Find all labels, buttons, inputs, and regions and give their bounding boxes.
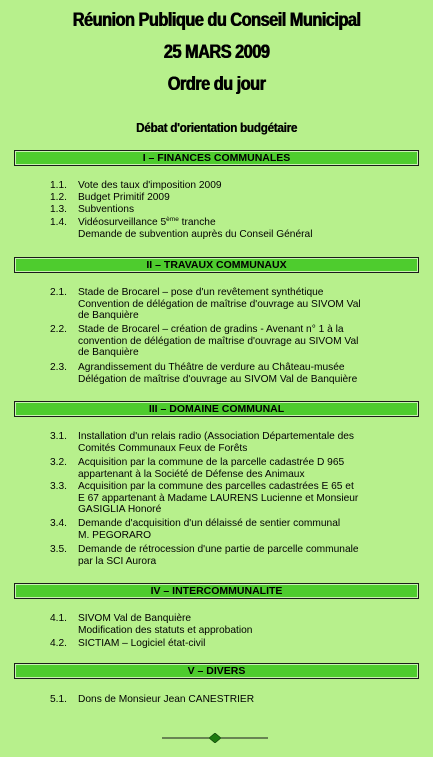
item-number: 3.3. <box>50 481 67 492</box>
item-text: Budget Primitif 2009 <box>78 192 170 203</box>
item-number: 1.1. <box>50 180 67 191</box>
item-text: Stade de Brocarel – pose d'un revêtement synthétique Convention de délégation de maîtrise d'ouvrage au SIVOM Val de Banquière <box>78 287 361 322</box>
item-number: 2.3. <box>50 362 67 373</box>
item-text: Vidéosurveillance 5ème tranche Demande de subvention auprès du Conseil Général <box>78 216 313 240</box>
section-header-finances: I – FINANCES COMMUNALES <box>14 150 419 166</box>
item-text: Agrandissement du Théâtre de verdure au Château-musée Délégation de maîtrise d'ouvrage au SIVOM Val de Banquière <box>78 362 358 385</box>
item-number: 1.4. <box>50 217 67 228</box>
item-text: Subventions <box>78 204 135 215</box>
section-header-travaux: II – TRAVAUX COMMUNAUX <box>14 257 419 273</box>
item-text: Installation d'un relais radio (Association Départementale des Comités Communaux Feux de Forêts <box>78 431 355 454</box>
diamond-ornament-icon <box>160 733 270 743</box>
item-number: 2.2. <box>50 324 67 335</box>
item-number: 4.2. <box>50 638 67 649</box>
item-number: 1.3. <box>50 204 67 215</box>
item-text: Demande d'acquisition d'un délaissé de sentier communal M. PEGORARO <box>78 518 341 541</box>
item-number: 3.2. <box>50 457 67 468</box>
item-number: 3.4. <box>50 518 67 529</box>
item-number: 3.1. <box>50 431 67 442</box>
page-title-line1: Réunion Publique du Conseil Municipal <box>72 10 361 31</box>
item-text: SICTIAM – Logiciel état-civil <box>78 638 206 649</box>
item-number: 4.1. <box>50 613 67 624</box>
page-subtitle: Débat d'orientation budgétaire <box>135 120 298 135</box>
page-title-agenda: Ordre du jour <box>167 74 266 95</box>
item-number: 2.1. <box>50 287 67 298</box>
section-header-domaine: III – DOMAINE COMMUNAL <box>14 401 419 417</box>
item-number: 1.2. <box>50 192 67 203</box>
item-text: Demande de rétrocession d'une partie de parcelle communale par la SCI Aurora <box>78 544 359 567</box>
section-header-intercommunalite: IV – INTERCOMMUNALITE <box>14 583 419 599</box>
section-header-divers: V – DIVERS <box>14 663 419 679</box>
item-text: Vote des taux d'imposition 2009 <box>78 180 222 191</box>
item-text: Dons de Monsieur Jean CANESTRIER <box>78 694 255 705</box>
item-text: SIVOM Val de Banquière Modification des statuts et approbation <box>78 613 253 636</box>
item-number: 5.1. <box>50 694 67 705</box>
item-text: Acquisition par la commune de la parcelle cadastrée D 965 appartenant à la Société de Défense des Animaux <box>78 457 345 480</box>
item-number: 3.5. <box>50 544 67 555</box>
item-text: Acquisition par la commune des parcelles cadastrées E 65 et E 67 appartenant à Madame LAURENS Lucienne et Monsieur GASIGLIA Honoré <box>78 481 359 516</box>
item-text: Stade de Brocarel – création de gradins - Avenant n° 1 à la convention de délégation de maîtrise d'ouvrage au SIVOM Val de Banquière <box>78 324 359 359</box>
page-title-date: 25 MARS 2009 <box>163 42 270 63</box>
